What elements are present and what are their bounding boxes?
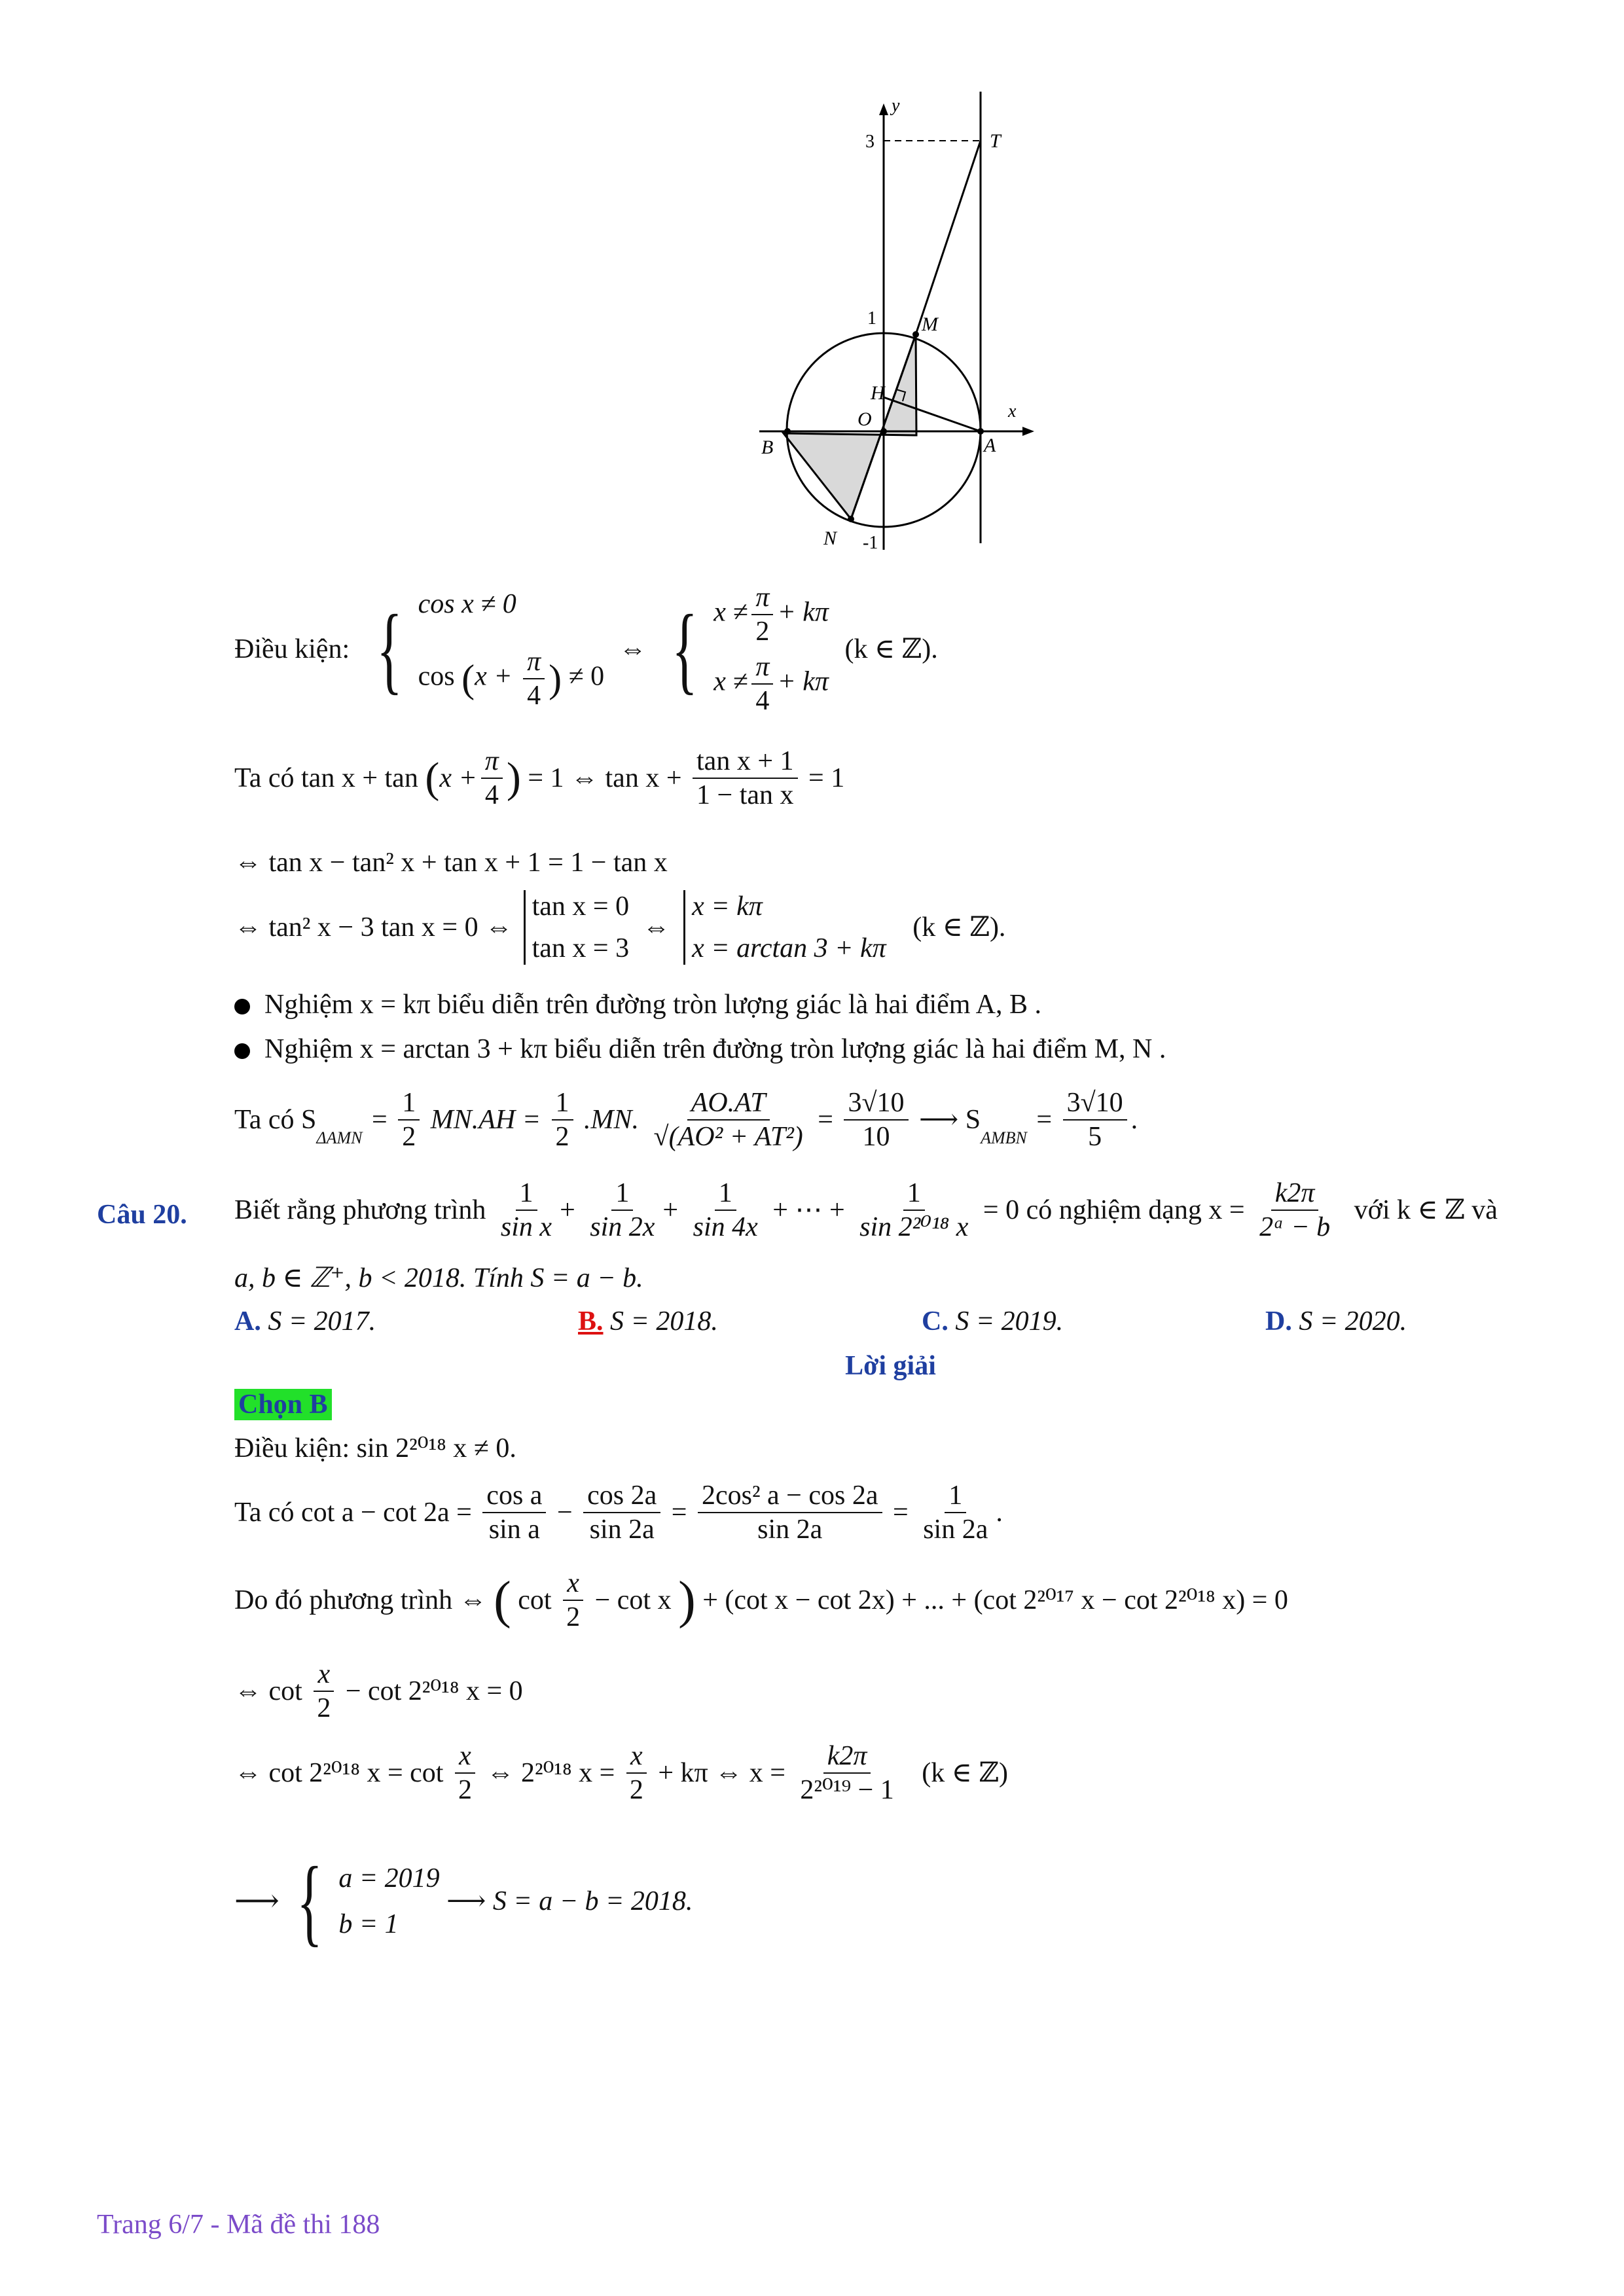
label-o: O <box>857 408 872 430</box>
x-axis-arrow-icon <box>1022 427 1034 436</box>
label-y: y <box>892 96 900 116</box>
question-line-2: a, b ∈ ℤ⁺, b < 2018. Tính S = a − b. <box>234 1263 643 1293</box>
option-c[interactable]: C. S = 2019. <box>922 1306 1064 1336</box>
final-result: ⟶ { a = 2019 b = 1 ⟶ S = a − b = 2018. <box>234 1847 693 1956</box>
label-1: 1 <box>867 308 876 329</box>
label-t: T <box>990 130 1001 152</box>
bullet-nghiem-ab: Nghiệm x = kπ biểu diễn trên đường tròn lượng giác là hai điểm A, B . <box>234 988 1041 1021</box>
area-computation: Ta có $S_{\Delta AMN}$ = $\frac{1}{2}$ MN.AH = $\frac{1}{2}$ .MN. $\frac{AO.AT}{\text{√(AO² + AT²)}}$ = $\frac{3√10}{10}$ ⟶ $S_{AMBN}$ = $\frac{3√10}{5}$ . <box>234 1088 1138 1152</box>
label-x: x <box>1008 401 1017 422</box>
option-b[interactable]: B. S = 2018. <box>578 1306 718 1336</box>
condition-cos-x-pi4: cos (x + $\frac{\pi}{4}$ ) ≠ 0 <box>418 647 605 711</box>
page-footer: Trang 6/7 - Mã đề thi 188 <box>97 2210 380 2240</box>
question-text: Biết rằng phương trình $\frac{1}{\text{sin x}}$ + $\frac{1}{\sin 2x}$ + $\frac{1}{\sin 4x}$ + ⋯ + $\frac{1}{\text{sin 2²⁰¹⁸ x}}$ = 0 có nghiệm dạng x = $\frac{k2\pi}{\text{2ᵃ − b}}$ với k ∈ ℤ và <box>234 1178 1498 1242</box>
equation-tan-sum: Ta có tan x + tan (x + $\frac{\pi}{4}$ ) = 1 ⇔ tan x + $\frac{\text{tan x + 1}}{\text{1 − tan x}}$ = 1 <box>234 746 845 810</box>
label-h: H <box>871 382 885 404</box>
condition-cos-x: cos x ≠ 0 <box>418 589 516 619</box>
do-do-line: Do đó phương trình ⇔ ( cot $\frac{x}{2}$ − cot x ) + (cot x − cot 2x) + ... + (cot 2²⁰¹⁷ x − cot 2²⁰¹⁸ x) = 0 <box>234 1568 1288 1632</box>
equation-step-3: ⇔ tan² x − 3 tan x = 0 ⇔ tan x = 0 tan x = 3 ⇔ x = kπ x = arctan 3 + kπ (k ∈ ℤ). <box>234 891 1006 963</box>
unit-circle-figure <box>746 92 1047 563</box>
option-a[interactable]: A. S = 2017. <box>234 1306 376 1336</box>
dieu-kien-block: Điều kiện: { cos x ≠ 0 cos (x + $\frac{\pi}{4}$ ) ≠ 0 ⇔ { x ≠ $\frac{\pi}{2}$ + kπ x ≠ $\frac{\pi}{4}$ + kπ (k ∈ ℤ). <box>234 583 938 716</box>
shaded-quadrilateral-amnb <box>784 334 916 519</box>
equation-step-2: ⇔ tan x − tan² x + tan x + 1 = 1 − tan x <box>234 848 668 878</box>
bullet-icon <box>234 999 250 1014</box>
chon-answer-badge: Chọn B <box>234 1389 332 1420</box>
loi-giai-heading: Lời giải <box>845 1351 936 1381</box>
question-label: Câu 20. <box>97 1200 187 1230</box>
line-m-t <box>916 141 981 334</box>
label-b: B <box>761 437 774 458</box>
step-2: ⇔ cot 2²⁰¹⁸ x = cot $\frac{x}{2}$ ⇔ 2²⁰¹⁸ x = $\frac{x}{2}$ + kπ ⇔ x = $\frac{k2\pi}{\text{2²⁰¹⁹ − 1}}$ (k ∈ ℤ) <box>234 1741 1009 1805</box>
result-x-pi2: x ≠ $\frac{\pi}{2}$ + kπ <box>713 583 829 647</box>
label-a: A <box>984 435 996 456</box>
option-d[interactable]: D. S = 2020. <box>1265 1306 1407 1336</box>
result-x-pi4: x ≠ $\frac{\pi}{4}$ + kπ <box>713 652 829 716</box>
domain-k: (k ∈ ℤ). <box>844 634 938 664</box>
step-1: ⇔ cot $\frac{x}{2}$ − cot 2²⁰¹⁸ x = 0 <box>234 1659 523 1723</box>
cot-identity: Ta có cot a − cot 2a = $\frac{\text{cos a}}{\text{sin a}}$ − $\frac{\cos 2a}{\sin 2a}$ = $\frac{\text{2cos² a − cos 2a}}{\sin 2a}$ = $\frac{1}{\sin 2a}$ . <box>234 1480 1003 1545</box>
bullet-icon <box>234 1043 250 1059</box>
dieu-kien-2: Điều kiện: sin 2²⁰¹⁸ x ≠ 0. <box>234 1433 516 1463</box>
label-n: N <box>823 528 837 549</box>
label-minus-1: -1 <box>863 533 878 553</box>
label-m: M <box>922 314 938 335</box>
bullet-nghiem-mn: Nghiệm x = arctan 3 + kπ biểu diễn trên đường tròn lượng giác là hai điểm M, N . <box>234 1033 1166 1066</box>
label-3: 3 <box>865 132 875 152</box>
dieu-kien-label: Điều kiện: <box>234 634 350 664</box>
y-axis-arrow-icon <box>879 103 888 115</box>
